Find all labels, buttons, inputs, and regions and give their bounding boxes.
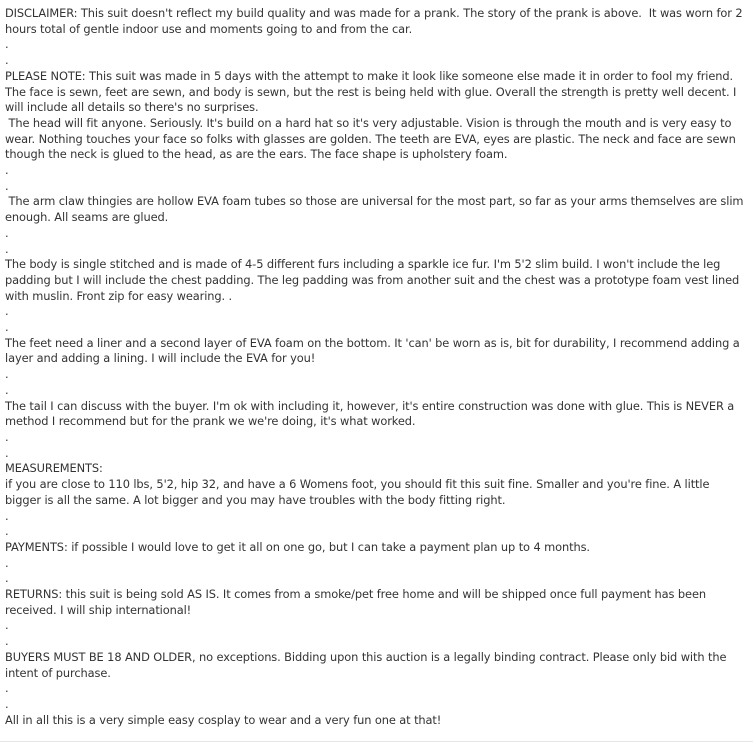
tail-paragraph: The tail I can discuss with the buyer. I'm ok with including it, however, it's entire construction was done with glue. This is NEVER a method I recommend but for the prank we we're doing, it's what worked.: [5, 398, 738, 429]
disclaimer-paragraph: DISCLAIMER: This suit doesn't reflect my build quality and was made for a prank. The story of the prank is above. It was worn for 2 hours total of gentle indoor use and moments going to and from the car.: [5, 6, 747, 36]
bottom-divider: [0, 741, 753, 742]
spacer-dot: .: [5, 304, 9, 319]
spacer-dot: .: [5, 241, 9, 256]
spacer-dot: .: [5, 571, 9, 586]
payments-paragraph: PAYMENTS: if possible I would love to get it all on one go, but I can take a payment plan up to 4 months.: [5, 539, 590, 554]
spacer-dot: .: [5, 382, 9, 397]
spacer-dot: .: [5, 618, 9, 633]
spacer-dot: .: [5, 681, 9, 696]
returns-paragraph: RETURNS: this suit is being sold AS IS. It comes from a smoke/pet free home and will be shipped once full payment has been received. I will ship international!: [5, 587, 710, 617]
spacer-dot: .: [5, 445, 9, 460]
spacer-dot: .: [5, 555, 9, 570]
measurements-paragraph: if you are close to 110 lbs, 5'2, hip 32, and have a 6 Womens foot, you should fit this suit fine. Smaller and you're fine. A little bigger is all the same. A lot bigger and you may have troubles with the body fitting right.: [5, 477, 713, 507]
head-paragraph: The head will fit anyone. Seriously. It's build on a hard hat so it's very adjustable. Vision is through the mouth and is very easy to wear. Nothing touches your face so folks with glasses are golden. The teeth are EVA, eyes are plastic. The neck and face are sewn though the neck is glued to the head, as are the ears. The face shape is upholstery foam.: [5, 115, 740, 162]
spacer-dot: .: [5, 53, 9, 68]
spacer-dot: .: [5, 634, 9, 649]
spacer-dot: .: [5, 178, 9, 193]
listing-description: [5, 6, 747, 728]
spacer-dot: .: [5, 225, 9, 240]
spacer-dot: .: [5, 37, 9, 52]
spacer-dot: .: [5, 696, 9, 711]
spacer-dot: .: [5, 508, 9, 523]
measurements-heading: MEASUREMENTS:: [5, 461, 103, 476]
spacer-dot: .: [5, 524, 9, 539]
spacer-dot: .: [5, 320, 9, 335]
please-note-paragraph: PLEASE NOTE: This suit was made in 5 days with the attempt to make it look like someone else made it in order to fool my friend. The face is sewn, feet are sewn, and body is sewn, but the rest is being held with glue. Overall the strength is pretty well decent. I will include all details so there's no surprises.: [5, 68, 740, 115]
buyers-age-paragraph: BUYERS MUST BE 18 AND OLDER, no exceptions. Bidding upon this auction is a legally binding contract. Please only bid with the intent of purchase.: [5, 649, 730, 680]
spacer-dot: .: [5, 429, 9, 444]
feet-paragraph: The feet need a liner and a second layer of EVA foam on the bottom. It 'can' be worn as is, bit for durability, I recommend adding a layer and adding a lining. I will include the EVA for you!: [5, 335, 744, 366]
closing-paragraph: All in all this is a very simple easy cosplay to wear and a very fun one at that!: [5, 712, 442, 727]
body-paragraph: The body is single stitched and is made of 4-5 different furs including a sparkle ice fur. I'm 5'2 slim build. I won't include the leg padding but I will include the chest padding. The leg padding was from another suit and the chest was a prototype foam vest lined with muslin. Front zip for easy wearing. .: [5, 257, 743, 303]
spacer-dot: .: [5, 163, 9, 178]
arm-claws-paragraph: The arm claw thingies are hollow EVA foam tubes so those are universal for the most part, so far as your arms themselves are slim enough. All seams are glued.: [5, 194, 747, 225]
spacer-dot: .: [5, 367, 9, 382]
